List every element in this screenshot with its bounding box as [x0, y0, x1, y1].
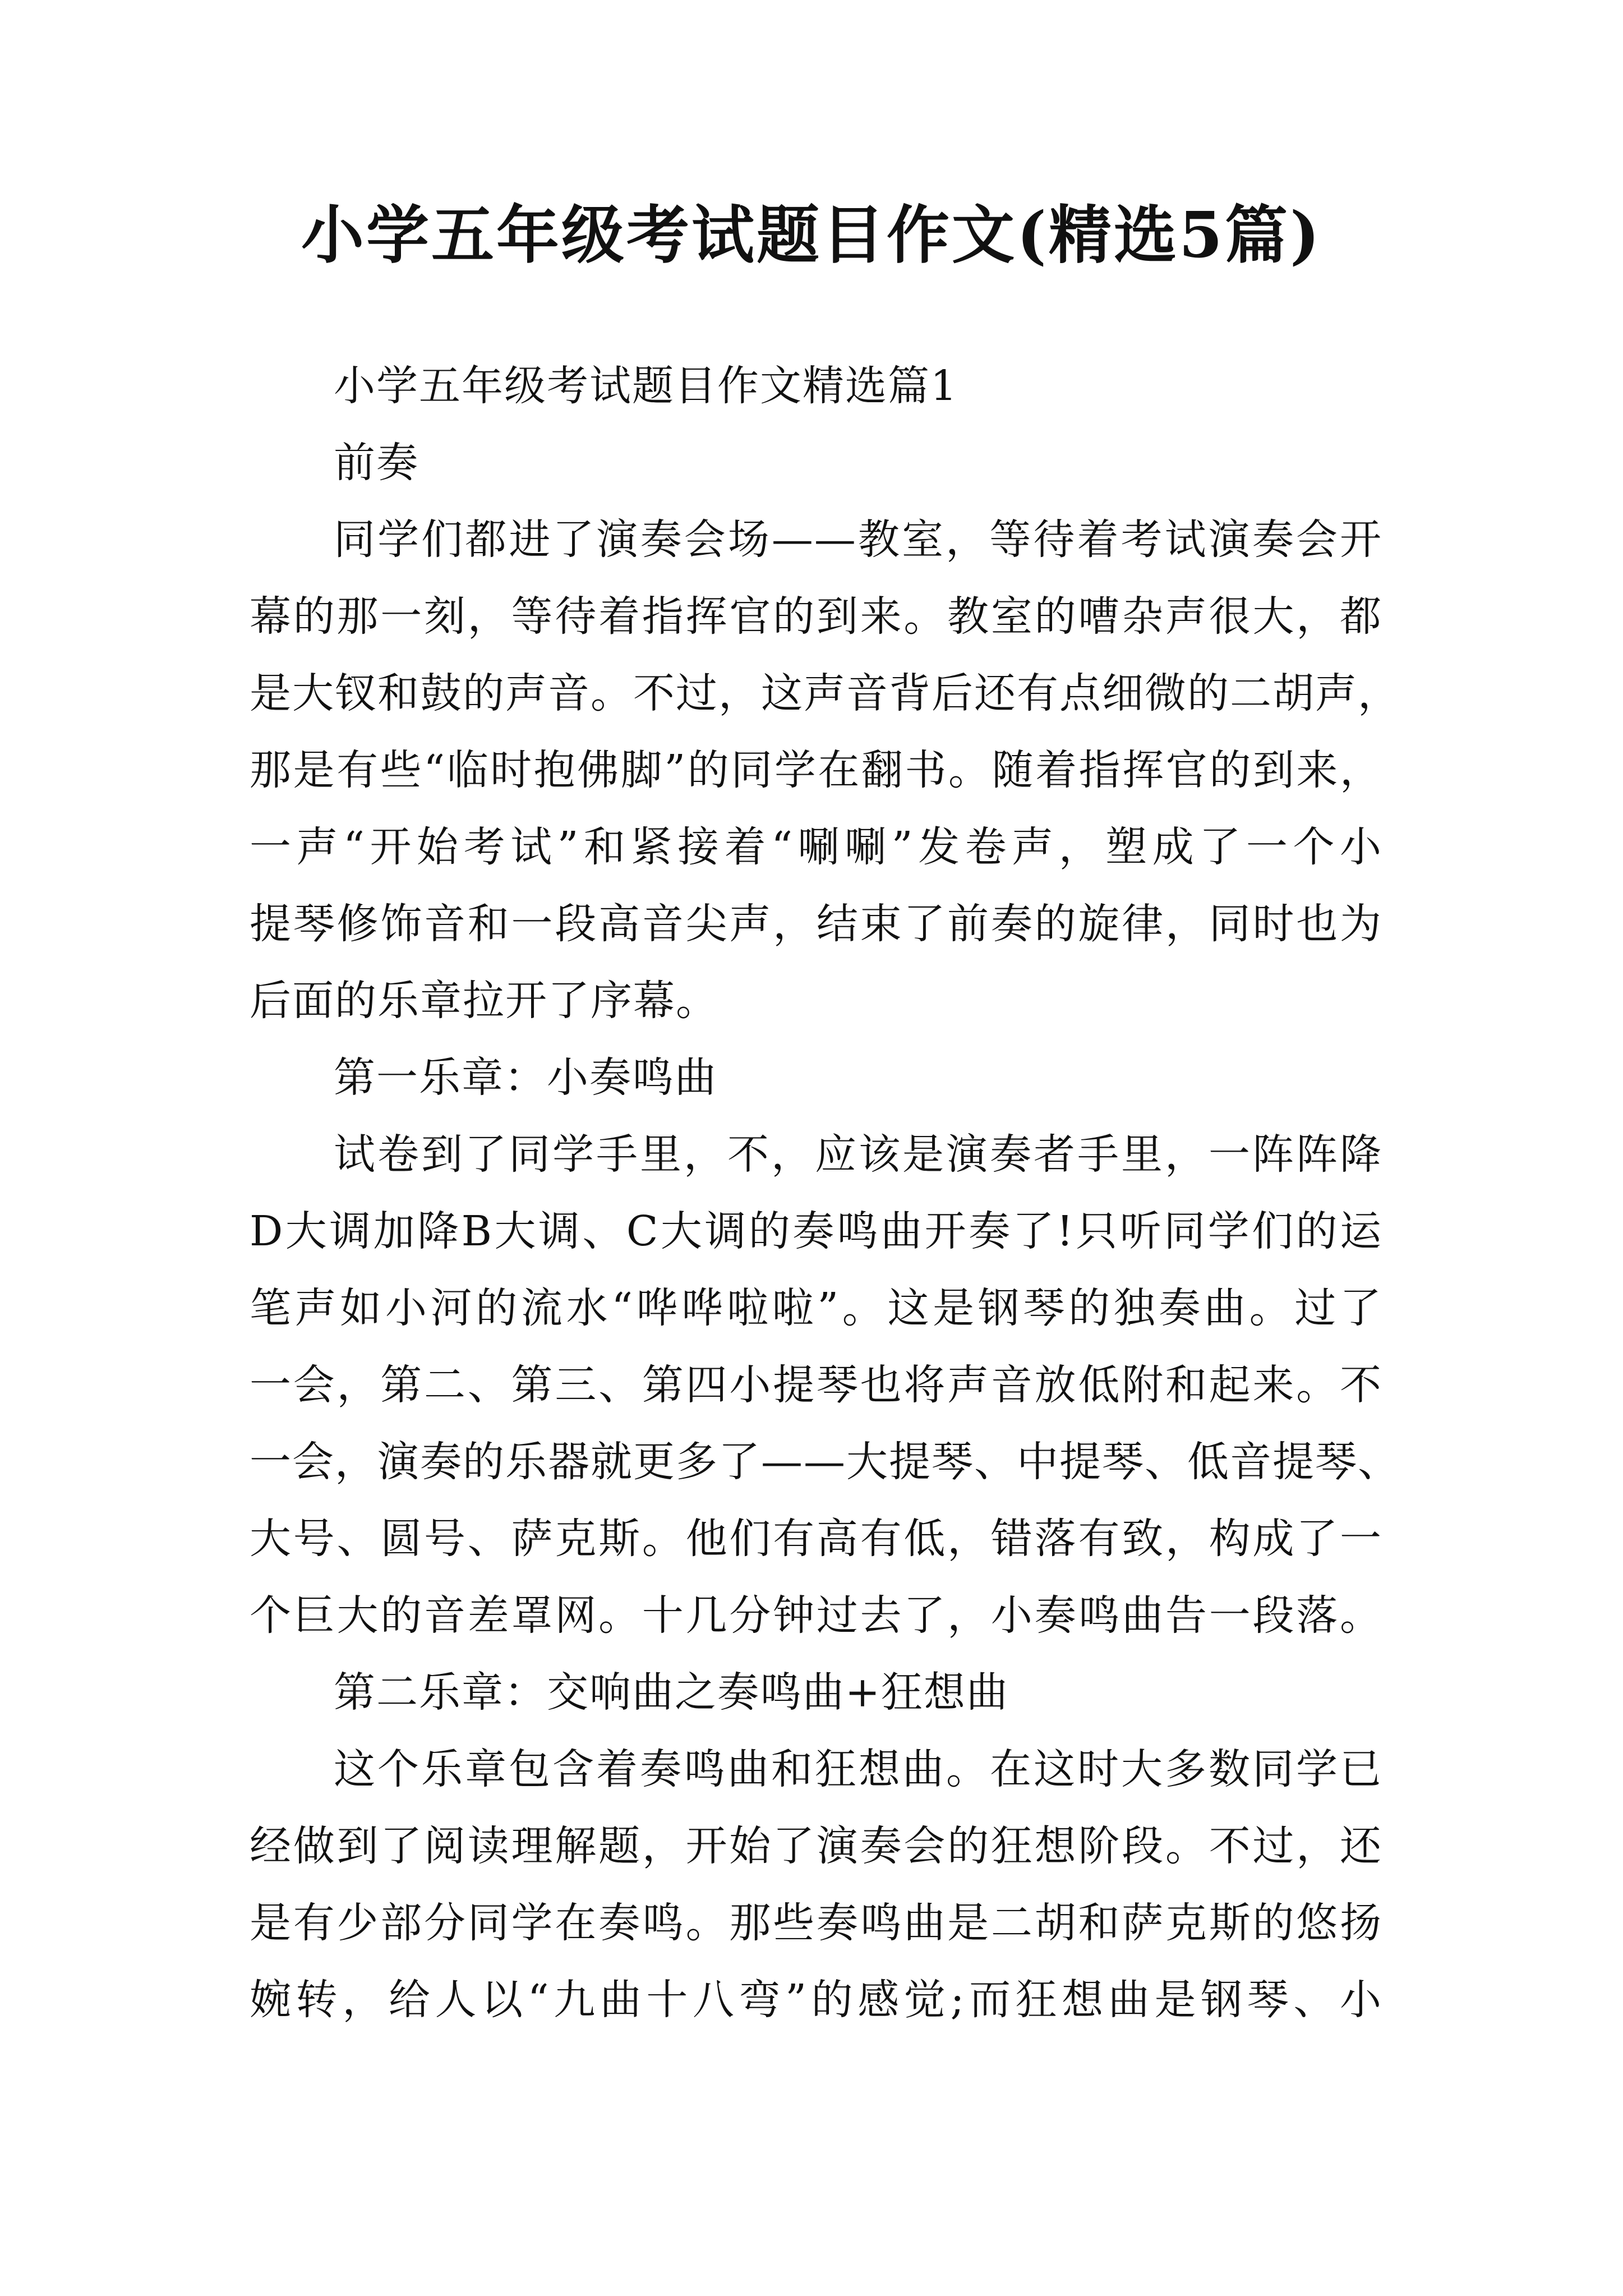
- text-line: 是大钗和鼓的声音。不过，这声音背后还有点细微的二胡声，: [250, 669, 1400, 717]
- text-line: 幕的那一刻，等待着指挥官的到来。教室的嘈杂声很大，都: [250, 592, 1382, 641]
- text-line: 一声“开始考试”和紧接着“唰唰”发卷声，塑成了一个小: [250, 823, 1382, 871]
- text-line: 婉转，给人以“九曲十八弯”的感觉;而狂想曲是钢琴、小: [250, 1976, 1382, 2024]
- text-line: 一会，第二、第三、第四小提琴也将声音放低附和起来。不: [250, 1361, 1382, 1409]
- text-line: 笔声如小河的流水“哗哗啦啦”。这是钢琴的独奏曲。过了: [250, 1284, 1382, 1332]
- text-line: 一会，演奏的乐器就更多了——大提琴、中提琴、低音提琴、: [250, 1438, 1400, 1486]
- text-line: 是有少部分同学在奏鸣。那些奏鸣曲是二胡和萨克斯的悠扬: [250, 1899, 1382, 1947]
- text-line: 试卷到了同学手里，不，应该是演奏者手里，一阵阵降: [334, 1130, 1382, 1179]
- text-line: 这个乐章包含着奏鸣曲和狂想曲。在这时大多数同学已: [334, 1745, 1382, 1793]
- text-line: 大号、圆号、萨克斯。他们有高有低，错落有致，构成了一: [250, 1515, 1382, 1563]
- text-line: 前奏: [334, 439, 419, 487]
- document-body: [250, 348, 1400, 2039]
- document-title: 小学五年级考试题目作文(精选5篇): [301, 199, 1322, 272]
- text-line: 小学五年级考试题目作文精选篇1: [334, 362, 958, 410]
- text-line: 后面的乐章拉开了序幕。: [250, 977, 718, 1025]
- text-line: 个巨大的音差罩网。十几分钟过去了，小奏鸣曲告一段落。: [250, 1591, 1382, 1640]
- text-line: D大调加降B大调、C大调的奏鸣曲开奏了!只听同学们的运: [250, 1207, 1382, 1255]
- text-line: 第二乐章：交响曲之奏鸣曲+狂想曲: [334, 1668, 1009, 1717]
- text-line: 第一乐章：小奏鸣曲: [334, 1053, 717, 1102]
- text-line: 那是有些“临时抱佛脚”的同学在翻书。随着指挥官的到来，: [250, 746, 1382, 794]
- text-line: 同学们都进了演奏会场——教室，等待着考试演奏会开: [334, 516, 1382, 564]
- text-line: 提琴修饰音和一段高音尖声，结束了前奏的旋律，同时也为: [250, 900, 1382, 948]
- text-line: 经做到了阅读理解题，开始了演奏会的狂想阶段。不过，还: [250, 1822, 1382, 1870]
